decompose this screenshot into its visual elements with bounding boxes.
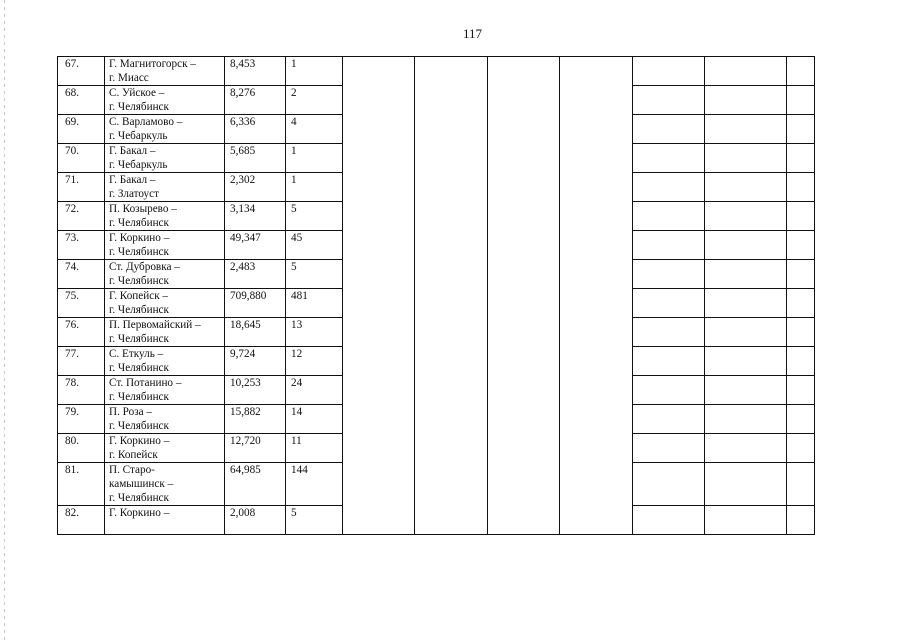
empty-column-cell	[415, 289, 488, 318]
empty-column-cell	[415, 434, 488, 463]
empty-column-cell	[343, 463, 415, 506]
row-number-cell: 79.	[58, 405, 105, 434]
empty-column-cell	[488, 231, 560, 260]
empty-column-cell	[488, 463, 560, 506]
empty-column-cell	[488, 57, 560, 86]
empty-cell	[633, 260, 705, 289]
empty-cell	[633, 86, 705, 115]
empty-cell	[633, 376, 705, 405]
table-row	[58, 86, 815, 115]
table-body	[58, 57, 815, 535]
empty-cell	[633, 202, 705, 231]
route-name-cell	[105, 434, 225, 463]
empty-column-cell	[343, 86, 415, 115]
count-cell: 1	[286, 144, 343, 173]
empty-cell	[787, 231, 815, 260]
empty-column-cell	[415, 144, 488, 173]
distance-cell: 8,453	[225, 57, 286, 86]
empty-cell	[705, 347, 787, 376]
route-name-line: г. Чебаркуль	[109, 130, 168, 142]
table-row	[58, 57, 815, 86]
row-number-cell: 67.	[58, 57, 105, 86]
empty-column-cell	[560, 376, 633, 405]
distance-cell: 2,483	[225, 260, 286, 289]
route-name-line: Г. Бакал –	[109, 145, 156, 157]
route-name-cell	[105, 173, 225, 202]
empty-column-cell	[488, 86, 560, 115]
row-number-cell: 72.	[58, 202, 105, 231]
empty-column-cell	[560, 434, 633, 463]
route-name-line: г. Челябинск	[109, 101, 169, 113]
route-name-line: Г. Магнитогорск –	[109, 58, 196, 70]
distance-cell: 8,276	[225, 86, 286, 115]
distance-cell: 6,336	[225, 115, 286, 144]
distance-cell: 64,985	[225, 463, 286, 506]
empty-column-cell	[488, 202, 560, 231]
empty-cell	[633, 144, 705, 173]
empty-column-cell	[560, 260, 633, 289]
count-cell: 2	[286, 86, 343, 115]
route-name-line: Ст. Потанино –	[109, 377, 182, 389]
table-row	[58, 434, 815, 463]
distance-cell: 10,253	[225, 376, 286, 405]
empty-cell	[705, 57, 787, 86]
row-number-cell: 78.	[58, 376, 105, 405]
empty-column-cell	[415, 260, 488, 289]
empty-cell	[705, 202, 787, 231]
empty-cell	[787, 289, 815, 318]
route-name-line: С. Еткуль –	[109, 348, 164, 360]
empty-column-cell	[415, 86, 488, 115]
table-row	[58, 260, 815, 289]
count-cell: 1	[286, 173, 343, 202]
empty-cell	[787, 463, 815, 506]
empty-column-cell	[488, 115, 560, 144]
route-name-line: П. Козырево –	[109, 203, 177, 215]
route-name-cell	[105, 376, 225, 405]
empty-cell	[633, 405, 705, 434]
distance-cell: 12,720	[225, 434, 286, 463]
empty-cell	[705, 434, 787, 463]
route-name-line: С. Варламово –	[109, 116, 183, 128]
empty-cell	[787, 86, 815, 115]
empty-cell	[787, 405, 815, 434]
table-row	[58, 463, 815, 506]
route-name-line: г. Златоуст	[109, 188, 159, 200]
empty-column-cell	[343, 231, 415, 260]
empty-column-cell	[415, 463, 488, 506]
empty-column-cell	[343, 202, 415, 231]
row-number-cell: 76.	[58, 318, 105, 347]
row-number-cell: 75.	[58, 289, 105, 318]
empty-column-cell	[415, 115, 488, 144]
empty-column-cell	[343, 434, 415, 463]
count-cell: 481	[286, 289, 343, 318]
table-row	[58, 202, 815, 231]
route-name-line: г. Чебаркуль	[109, 159, 168, 171]
route-name-cell	[105, 115, 225, 144]
route-name-cell	[105, 463, 225, 506]
empty-column-cell	[488, 260, 560, 289]
empty-column-cell	[488, 318, 560, 347]
table-row	[58, 318, 815, 347]
empty-column-cell	[415, 347, 488, 376]
row-number-cell: 68.	[58, 86, 105, 115]
empty-cell	[705, 463, 787, 506]
count-cell: 4	[286, 115, 343, 144]
route-name-line: г. Челябинск	[109, 492, 169, 504]
empty-cell	[705, 115, 787, 144]
count-cell: 5	[286, 260, 343, 289]
route-name-line: Г. Копейск –	[109, 290, 169, 302]
empty-column-cell	[488, 376, 560, 405]
empty-column-cell	[560, 289, 633, 318]
route-name-line: П. Первомайский –	[109, 319, 201, 331]
route-name-line: г. Челябинск	[109, 362, 169, 374]
empty-column-cell	[560, 405, 633, 434]
distance-cell: 18,645	[225, 318, 286, 347]
distance-cell: 2,302	[225, 173, 286, 202]
empty-cell	[787, 318, 815, 347]
empty-cell	[787, 144, 815, 173]
empty-cell	[705, 86, 787, 115]
empty-cell	[787, 434, 815, 463]
route-name-line: г. Копейск	[109, 449, 158, 461]
row-number-cell: 73.	[58, 231, 105, 260]
empty-cell	[705, 173, 787, 202]
empty-column-cell	[415, 506, 488, 535]
empty-cell	[787, 347, 815, 376]
empty-column-cell	[415, 376, 488, 405]
route-name-line: г. Челябинск	[109, 217, 169, 229]
empty-column-cell	[560, 231, 633, 260]
empty-cell	[633, 347, 705, 376]
empty-cell	[633, 506, 705, 535]
route-name-line: П. Старо-	[109, 464, 155, 476]
route-name-line: г. Челябинск	[109, 333, 169, 345]
empty-cell	[787, 202, 815, 231]
empty-cell	[633, 115, 705, 144]
empty-cell	[705, 260, 787, 289]
empty-column-cell	[560, 115, 633, 144]
row-number-cell: 70.	[58, 144, 105, 173]
empty-cell	[633, 173, 705, 202]
row-number-cell: 69.	[58, 115, 105, 144]
count-cell: 13	[286, 318, 343, 347]
empty-cell	[633, 231, 705, 260]
routes-table	[57, 56, 815, 535]
distance-cell: 3,134	[225, 202, 286, 231]
route-name-cell	[105, 202, 225, 231]
empty-column-cell	[488, 347, 560, 376]
distance-cell: 5,685	[225, 144, 286, 173]
empty-column-cell	[415, 57, 488, 86]
route-name-line: Г. Коркино –	[109, 507, 170, 519]
route-name-line: г. Челябинск	[109, 275, 169, 287]
route-name-cell	[105, 318, 225, 347]
route-name-line: С. Уйское –	[109, 87, 165, 99]
empty-cell	[633, 434, 705, 463]
table-row	[58, 376, 815, 405]
empty-column-cell	[343, 260, 415, 289]
empty-cell	[633, 289, 705, 318]
table-row	[58, 289, 815, 318]
empty-column-cell	[560, 57, 633, 86]
count-cell: 45	[286, 231, 343, 260]
empty-cell	[705, 376, 787, 405]
table-row	[58, 405, 815, 434]
route-name-line: г. Челябинск	[109, 304, 169, 316]
empty-cell	[633, 463, 705, 506]
count-cell: 144	[286, 463, 343, 506]
distance-cell: 9,724	[225, 347, 286, 376]
empty-column-cell	[343, 405, 415, 434]
count-cell: 1	[286, 57, 343, 86]
empty-column-cell	[343, 289, 415, 318]
row-number-cell: 74.	[58, 260, 105, 289]
empty-column-cell	[488, 405, 560, 434]
count-cell: 14	[286, 405, 343, 434]
distance-cell: 709,880	[225, 289, 286, 318]
table-row	[58, 506, 815, 535]
empty-column-cell	[343, 57, 415, 86]
row-number-cell: 80.	[58, 434, 105, 463]
empty-column-cell	[560, 506, 633, 535]
empty-column-cell	[488, 506, 560, 535]
row-number-cell: 82.	[58, 506, 105, 535]
empty-column-cell	[343, 173, 415, 202]
page-number: 117	[462, 26, 483, 41]
route-name-line: г. Челябинск	[109, 246, 169, 258]
scan-edge-line	[4, 0, 5, 640]
empty-column-cell	[415, 405, 488, 434]
empty-column-cell	[488, 434, 560, 463]
empty-column-cell	[488, 173, 560, 202]
table-row	[58, 144, 815, 173]
empty-cell	[787, 260, 815, 289]
route-name-line: г. Челябинск	[109, 420, 169, 432]
empty-cell	[705, 506, 787, 535]
empty-cell	[633, 57, 705, 86]
table-row	[58, 231, 815, 260]
empty-column-cell	[343, 506, 415, 535]
distance-cell: 49,347	[225, 231, 286, 260]
table-row	[58, 347, 815, 376]
distance-cell: 2,008	[225, 506, 286, 535]
route-name-line: г. Миасс	[109, 72, 149, 84]
route-name-cell	[105, 86, 225, 115]
empty-cell	[787, 376, 815, 405]
route-name-line: Г. Коркино –	[109, 435, 170, 447]
empty-column-cell	[560, 86, 633, 115]
route-name-cell	[105, 347, 225, 376]
empty-cell	[787, 173, 815, 202]
empty-column-cell	[343, 376, 415, 405]
empty-column-cell	[343, 347, 415, 376]
empty-column-cell	[560, 318, 633, 347]
empty-column-cell	[415, 318, 488, 347]
route-name-cell	[105, 260, 225, 289]
route-name-line: Г. Бакал –	[109, 174, 156, 186]
empty-column-cell	[560, 463, 633, 506]
row-number-cell: 71.	[58, 173, 105, 202]
row-number-cell: 77.	[58, 347, 105, 376]
empty-cell	[787, 115, 815, 144]
route-name-line: камышинск –	[109, 478, 174, 490]
route-name-cell	[105, 405, 225, 434]
empty-cell	[787, 506, 815, 535]
route-name-cell	[105, 144, 225, 173]
table-row	[58, 173, 815, 202]
count-cell: 5	[286, 506, 343, 535]
count-cell: 12	[286, 347, 343, 376]
empty-cell	[705, 144, 787, 173]
empty-column-cell	[560, 202, 633, 231]
empty-column-cell	[343, 115, 415, 144]
row-number-cell: 81.	[58, 463, 105, 506]
empty-cell	[787, 57, 815, 86]
route-name-cell	[105, 506, 225, 535]
empty-column-cell	[560, 144, 633, 173]
empty-cell	[705, 289, 787, 318]
empty-cell	[705, 318, 787, 347]
empty-cell	[705, 231, 787, 260]
count-cell: 24	[286, 376, 343, 405]
route-name-cell	[105, 231, 225, 260]
distance-cell: 15,882	[225, 405, 286, 434]
route-name-cell	[105, 289, 225, 318]
empty-column-cell	[488, 289, 560, 318]
route-name-line: П. Роза –	[109, 406, 152, 418]
empty-column-cell	[415, 202, 488, 231]
empty-column-cell	[560, 347, 633, 376]
count-cell: 11	[286, 434, 343, 463]
empty-cell	[633, 318, 705, 347]
route-name-line: Г. Коркино –	[109, 232, 170, 244]
empty-column-cell	[343, 318, 415, 347]
route-name-line: Ст. Дубровка –	[109, 261, 180, 273]
empty-column-cell	[415, 231, 488, 260]
empty-column-cell	[343, 144, 415, 173]
empty-column-cell	[560, 173, 633, 202]
empty-cell	[705, 405, 787, 434]
route-name-cell	[105, 57, 225, 86]
empty-column-cell	[415, 173, 488, 202]
table-row	[58, 115, 815, 144]
route-name-line: г. Челябинск	[109, 391, 169, 403]
empty-column-cell	[488, 144, 560, 173]
count-cell: 5	[286, 202, 343, 231]
